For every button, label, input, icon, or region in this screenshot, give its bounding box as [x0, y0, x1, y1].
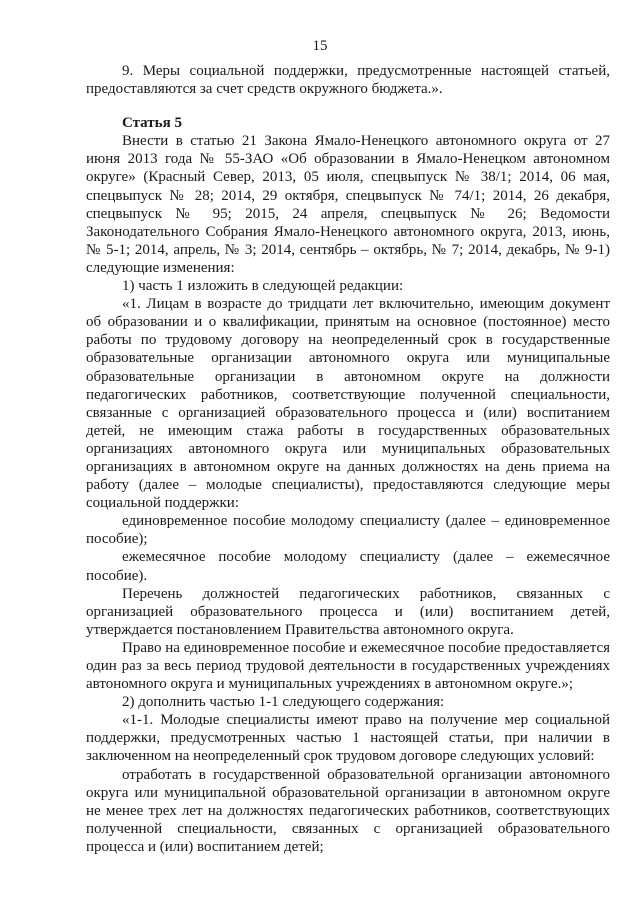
article-heading: Статья 5	[122, 115, 182, 132]
paragraph-positions-list: Перечень должностей педагогических работников, связанных с организацией образовательного процесса и (или) воспитанием детей, утверждается постановлением Правительства автономного округа.	[86, 585, 610, 638]
page-number: 15	[312, 38, 328, 54]
paragraph-monthly-benefit: ежемесячное пособие молодому специалисту (далее – ежемесячное пособие).	[86, 549, 610, 584]
paragraph-9-funding: 9. Меры социальной поддержки, предусмотренные настоящей статьей, предоставляются за счет средств окружного бюджета.».	[86, 63, 610, 98]
paragraph-part-1-1-text: «1-1. Молодые специалисты имеют право на получение мер социальной поддержки, предусмотренных частью 1 настоящей статьи, при наличии в заключенном на неопределенный срок трудовом договоре следующих условий:	[86, 712, 610, 765]
paragraph-item-2: 2) дополнить частью 1-1 следующего содержания:	[122, 694, 445, 711]
paragraph-amendment-intro: Внести в статью 21 Закона Ямало-Ненецкого автономного округа от 27 июня 2013 года № 55-ЗАО «Об образовании в Ямало-Ненецком автономном округе» (Красный Север, 2013, 05 июля, спецвыпуск № 38/1; 2014, 06 мая, спецвыпуск № 28; 2014, 29 октября, спецвыпуск № 74/1; 2014, 26 декабря, спецвыпуск № 95; 2015, 24 апреля, спецвыпуск № 26; Ведомости Законодательного Собрания Ямало-Ненецкого автономного округа, 2013, июнь, № 5-1; 2014, апрель, № 3; 2014, сентябрь – октябрь, № 7; 2014, декабрь, № 9-1) следующие изменения:	[86, 133, 610, 276]
paragraph-part-1-text: «1. Лицам в возрасте до тридцати лет включительно, имеющим документ об образовании и о квалификации, принятым на основное (постоянное) место работы по трудовому договору на неопределенный срок в государственные образовательные организации автономного округа или муниципальные образовательные организации в автономном округе на должности педагогических работников, соответствующие полученной специальности, связанные с организацией образовательного процесса и (или) воспитанием детей, не имеющим стажа работы в государственных образовательных организациях автономного округа или муниципальных образовательных организациях в автономном округе на данных должностях на день приема на работу (далее – молодые специалисты), предоставляются следующие меры социальной поддержки:	[86, 296, 610, 512]
paragraph-lump-sum-benefit: единовременное пособие молодому специалисту (далее – единовременное пособие);	[86, 513, 610, 548]
paragraph-right-to-benefit: Право на единовременное пособие и ежемесячное пособие предоставляется один раз за весь период трудовой деятельности в государственных учреждениях автономного округа и муниципальных учреждениях в автономном округе.»;	[86, 639, 610, 693]
paragraph-item-1: 1) часть 1 изложить в следующей редакции:	[122, 278, 404, 295]
paragraph-work-condition: отработать в государственной образовательной организации автономного округа или муниципальной образовательной организации в автономном округе не менее трех лет на должностях педагогических работников, соответствующих полученной специальности, связанных с организацией образовательного процесса и (или) воспитанием детей;	[86, 766, 610, 855]
document-body	[86, 62, 610, 856]
